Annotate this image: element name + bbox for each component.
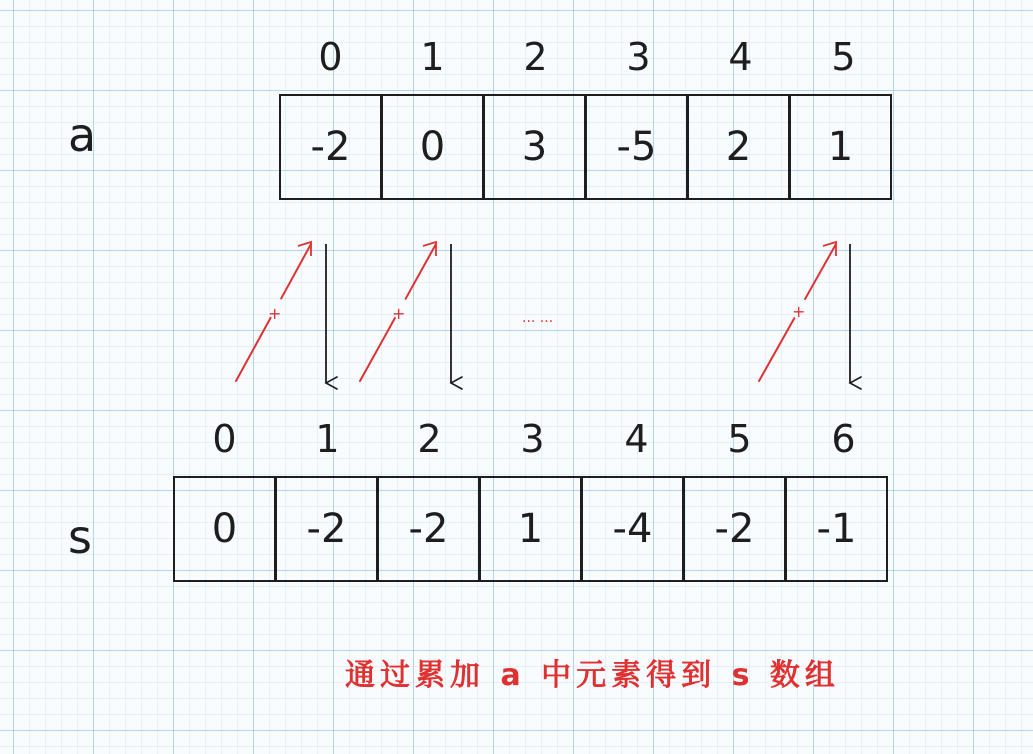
array-s-index: 3 <box>520 417 545 461</box>
array-a-index: 0 <box>318 35 343 79</box>
array-a-cell: 0 <box>381 94 484 200</box>
array-s-index: 4 <box>624 417 649 461</box>
array-s-index: 6 <box>831 417 856 461</box>
array-s-cell: 1 <box>479 476 582 582</box>
array-a-cell: -2 <box>279 94 382 200</box>
array-a-cell: 2 <box>687 94 790 200</box>
array-a-index: 4 <box>728 35 753 79</box>
array-s-cell: 0 <box>173 476 276 582</box>
array-a-cell: 1 <box>789 94 892 200</box>
array-a-index: 2 <box>523 35 548 79</box>
array-s-cell: -2 <box>683 476 786 582</box>
plus-sign: + <box>268 304 282 323</box>
array-s-cell: -1 <box>785 476 888 582</box>
array-s-cell: -4 <box>581 476 684 582</box>
array-a-index: 5 <box>831 35 856 79</box>
array-s-cell: -2 <box>377 476 480 582</box>
array-s-index: 2 <box>417 417 442 461</box>
array-a-index: 1 <box>420 35 445 79</box>
array-a-index: 3 <box>626 35 651 79</box>
array-s-index: 0 <box>212 417 237 461</box>
array-s <box>173 476 887 582</box>
array-a-cell: 3 <box>483 94 586 200</box>
diagram-caption: 通过累加 a 中元素得到 s 数组 <box>345 658 840 693</box>
array-s-index: 1 <box>315 417 340 461</box>
array-s-label: s <box>68 510 92 564</box>
plus-sign: + <box>792 302 806 321</box>
array-s-cell: -2 <box>275 476 378 582</box>
array-s-index: 5 <box>727 417 752 461</box>
array-a-label: a <box>68 108 97 162</box>
array-a-cell: -5 <box>585 94 688 200</box>
plus-sign: + <box>392 304 406 323</box>
ellipsis: ... ... <box>522 310 554 326</box>
